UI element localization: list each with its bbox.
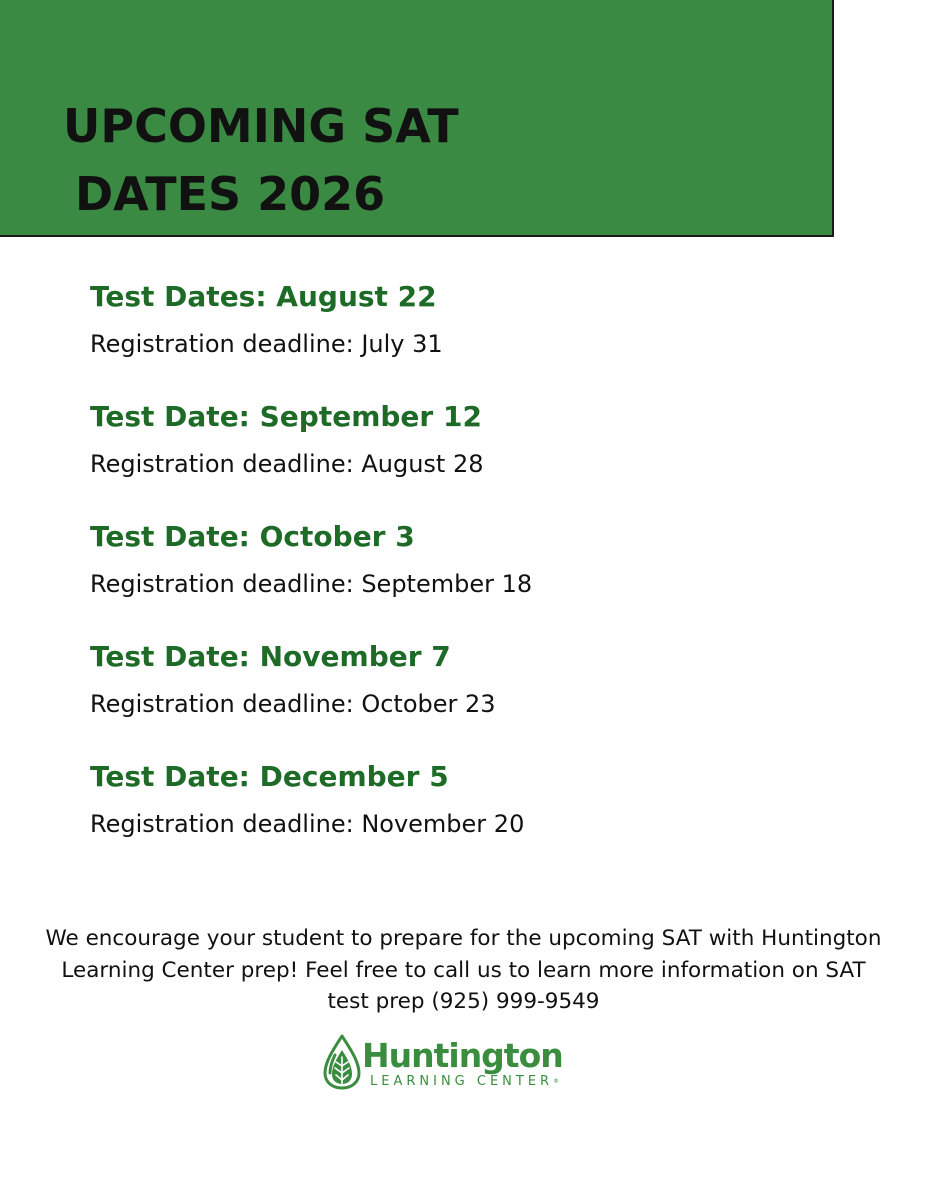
test-date-heading: Test Date: November 7 (90, 640, 451, 673)
logo-subtitle: LEARNING CENTER® (370, 1074, 560, 1089)
logo-wordmark: Huntington (362, 1036, 563, 1075)
date-entry-november (90, 641, 496, 719)
test-date-heading: Test Dates: August 22 (90, 280, 437, 313)
footer-message: We encourage your student to prepare for the upcoming SAT with Huntington Learning Center prep! Feel free to call us to learn more information on SAT test prep (925) 999-9549 (45, 926, 882, 1014)
test-date-heading: Test Date: September 12 (90, 400, 482, 433)
header-banner (0, 0, 834, 237)
registration-deadline: Registration deadline: September 18 (90, 570, 533, 598)
date-entry-august (90, 281, 443, 359)
registration-deadline: Registration deadline: November 20 (90, 810, 525, 838)
registration-deadline: Registration deadline: July 31 (90, 330, 443, 358)
date-entry-december (90, 761, 524, 839)
test-date-heading: Test Date: October 3 (90, 520, 415, 553)
tree-leaf-icon (321, 1033, 363, 1091)
registration-deadline: Registration deadline: August 28 (90, 450, 484, 478)
date-entry-september (90, 401, 483, 479)
registration-deadline: Registration deadline: October 23 (90, 690, 496, 718)
page-title-line-1: UPCOMING SAT (63, 99, 459, 153)
page-title-line-2: DATES 2026 (75, 167, 386, 221)
test-date-heading: Test Date: December 5 (90, 760, 449, 793)
date-entry-october (90, 521, 532, 599)
huntington-logo (321, 1033, 583, 1091)
